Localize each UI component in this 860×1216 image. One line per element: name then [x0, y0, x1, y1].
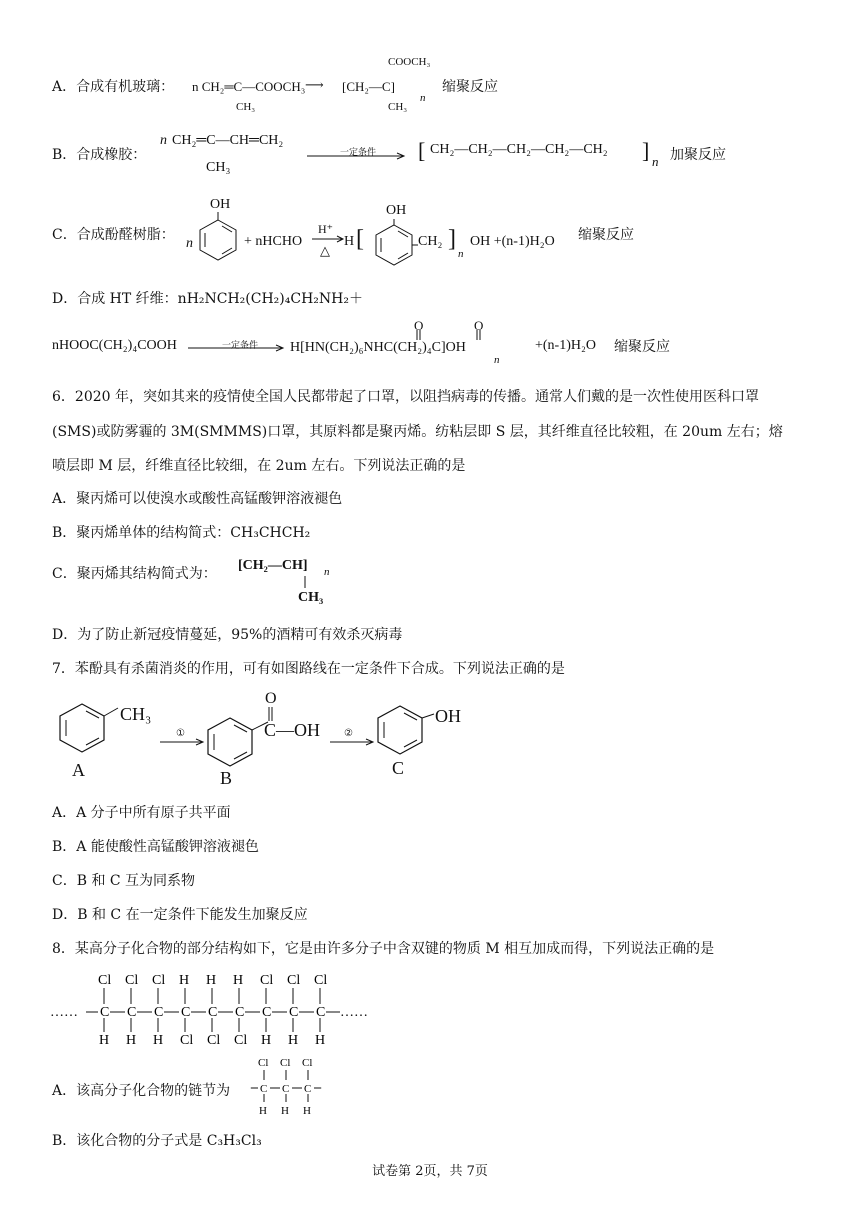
chain-dots-right: …… [340, 1005, 368, 1020]
q5-d-product: H[HN(CH₂)₆NHC(CH₂)₄C]OH [290, 340, 466, 355]
q7-label-c: C [392, 758, 405, 778]
q8-chain-top-atom: Cl [152, 973, 166, 988]
q5-c-product-oh: OH [386, 203, 407, 218]
q5-b-bracket-right: ] [642, 138, 650, 163]
q7-option-a: A．A 分子中所有原子共平面 [52, 805, 231, 821]
q5-c-bracket-right: ] [448, 226, 456, 252]
q8-option-b: B．该化合物的分子式是 C₃H₃Cl₃ [52, 1133, 262, 1149]
q8-chain-top-atom: Cl [287, 973, 301, 988]
q7-label-a: A [72, 760, 85, 780]
q8-chain-top-atom: H [233, 973, 244, 988]
q8-chain-carbon: C [262, 1005, 272, 1020]
q6-stem-line3: 喷层即 M 层，纤维直径比较细，在 2um 左右。下列说法正确的是 [52, 458, 466, 474]
q5-b-condition: 一定条件 [340, 147, 377, 157]
q5-c-phenol-ring [196, 212, 246, 272]
q5-d-water: +(n-1)H₂O [535, 338, 596, 353]
q5-a-n: n [420, 92, 426, 104]
q6-option-b: B．聚丙烯单体的结构简式：CH₃CHCH₂ [52, 525, 311, 541]
q5-c-h: H [344, 234, 355, 249]
q5-d-n-sub: n [494, 354, 500, 366]
q8-option-a: A．该高分子化合物的链节为 [52, 1083, 231, 1099]
q5-b-n-sub: n [652, 154, 659, 169]
q5-c-product-ring [370, 219, 422, 269]
q8-unit-carbon: C [260, 1083, 268, 1095]
q8-chain-top-atom: Cl [98, 973, 112, 988]
q8-unit-top-atom: Cl [302, 1057, 313, 1069]
q5-c-ch2: CH₂ [418, 234, 443, 249]
q6-c-branch-bond [303, 576, 309, 590]
q5-b-arrow [307, 152, 407, 162]
q8-chain-top-atom: H [206, 973, 217, 988]
q5-c-formaldehyde: + nHCHO [244, 234, 303, 249]
q7-ch3: CH₃ [120, 704, 152, 724]
q8-unit-bottom-atom: H [303, 1105, 311, 1117]
q8-chain-carbon: C [235, 1005, 245, 1020]
q5-d-carbonyl-o2: O [474, 318, 484, 333]
q5-b-reaction-type: 加聚反应 [670, 147, 726, 163]
q5-c-reaction-type: 缩聚反应 [578, 227, 634, 243]
q8-chain-top-atom: H [179, 973, 190, 988]
q5-d-reactant: nHOOC(CH₂)₄COOH [52, 338, 177, 353]
q7-stem: 7．苯酚具有杀菌消炎的作用，可有如图路线在一定条件下合成。下列说法正确的是 [52, 661, 565, 677]
q8-chain-carbon: C [154, 1005, 164, 1020]
q8-unit-top-atom: Cl [258, 1057, 269, 1069]
q5-b-n: n [160, 133, 167, 148]
q8-unit-carbon: C [282, 1083, 290, 1095]
q8-chain-carbon: C [316, 1005, 326, 1020]
q8-chain-bottom-atom: H [99, 1033, 110, 1048]
q6-option-a: A．聚丙烯可以使溴水或酸性高锰酸钾溶液褪色 [52, 491, 343, 507]
q5-d-carbonyl-o1: O [414, 318, 424, 333]
q5-option-a-label: A．合成有机玻璃： [52, 79, 175, 95]
q8-chain-top-atom: Cl [260, 973, 274, 988]
q8-chain-top-atom: Cl [314, 973, 328, 988]
q8-stem: 8．某高分子化合物的部分结构如下，它是由许多分子中含双键的物质 M 相互加成而得，下列说法正确的是 [52, 941, 715, 957]
q8-chain-carbon: C [181, 1005, 191, 1020]
q7-option-d: D．B 和 C 在一定条件下能发生加聚反应 [52, 907, 308, 923]
q5-c-bracket-left: [ [356, 226, 364, 252]
q8-unit-bottom-atom: H [259, 1105, 267, 1117]
q5-c-arrow [312, 235, 346, 245]
q5-a-reactant-sub: CH₃ [236, 101, 256, 113]
q7-option-c: C．B 和 C 互为同系物 [52, 873, 196, 889]
q7-carbonyl-o: O [265, 690, 277, 707]
q5-b-bracket-left: [ [418, 138, 426, 163]
q5-option-d-label: D．合成 HT 纤维：nH₂NCH₂(CH₂)₄CH₂NH₂＋ [52, 291, 363, 307]
q5-a-product: [CH₂—C] [342, 79, 395, 94]
q8-unit-top-atom: Cl [280, 1057, 291, 1069]
q8-chain-top-atom: Cl [125, 973, 139, 988]
q5-a-product-sub: CH₃ [388, 101, 408, 113]
q6-c-methyl: CH₃ [298, 590, 324, 605]
q7-step-1: ① [176, 728, 185, 739]
q5-a-product-top: COOCH₃ [388, 56, 431, 68]
q7-oh: OH [435, 706, 461, 726]
q5-c-oh-label: OH [210, 197, 231, 212]
q6-c-formula: [CH₂—CH] [238, 558, 308, 573]
q6-option-c: C．聚丙烯其结构简式为： [52, 566, 217, 582]
q8-chain-carbon: C [289, 1005, 299, 1020]
q8-chain-carbon: C [100, 1005, 110, 1020]
q8-chain-bottom-atom: Cl [180, 1033, 194, 1048]
q8-chain-carbon: C [208, 1005, 218, 1020]
q5-d-reaction-type: 缩聚反应 [614, 339, 670, 355]
q5-d-condition: 一定条件 [222, 340, 259, 350]
q5-option-b-label: B．合成橡胶： [52, 147, 147, 163]
chain-dots-left: …… [50, 1005, 78, 1020]
q5-c-n-sub: n [458, 248, 464, 260]
q8-chain-bottom-atom: H [261, 1033, 272, 1048]
q7-option-b: B．A 能使酸性高锰酸钾溶液褪色 [52, 839, 259, 855]
q8-chain-bottom-atom: Cl [234, 1033, 248, 1048]
q8-chain-bottom-atom: H [126, 1033, 137, 1048]
q8-unit-carbon: C [304, 1083, 312, 1095]
q6-stem-line2: (SMS)或防雾霾的 3M(SMMMS)口罩，其原料都是聚丙烯。纺粘层即 S 层，其纤维直径比较粗，在 20um 左右；熔 [52, 424, 783, 440]
q5-a-reactant: n CH₂═C—COOCH₃ [192, 79, 306, 94]
q8-chain-bottom-atom: Cl [207, 1033, 221, 1048]
q5-option-c-label: C．合成酚醛树脂： [52, 227, 175, 243]
q7-toluene-ring [56, 700, 126, 760]
q7-step-2: ② [344, 728, 353, 739]
q7-carboxyl: C—OH [264, 720, 321, 740]
q5-d-arrow [188, 344, 288, 354]
q6-option-d: D．为了防止新冠疫情蔓延，95%的酒精可有效杀灭病毒 [52, 627, 403, 643]
q5-c-cond-bottom: △ [320, 243, 330, 258]
q8-polymer-chain [50, 964, 390, 1048]
q6-stem-line1: 6．2020 年，突如其来的疫情使全国人民都带起了口罩，以阻挡病毒的传播。通常人们戴的是一次性使用医科口罩 [52, 389, 759, 405]
q5-b-reactant: CH₂═C—CH═CH₂ [172, 133, 284, 148]
q7-arrow-2 [330, 738, 376, 748]
q5-a-reaction-type: 缩聚反应 [442, 79, 498, 95]
q5-c-n: n [186, 236, 193, 251]
q8-chain-bottom-atom: H [315, 1033, 326, 1048]
q5-c-tail: OH +(n-1)H₂O [470, 234, 555, 249]
q7-arrow-1 [160, 738, 206, 748]
q6-c-n: n [324, 566, 330, 578]
q5-b-product: CH₂—CH₂—CH₂—CH₂—CH₂ [430, 142, 608, 157]
q8-chain-carbon: C [127, 1005, 137, 1020]
q5-a-arrow: ⟶ [305, 77, 324, 92]
q5-b-reactant-sub: CH₃ [206, 160, 231, 175]
page-footer: 试卷第 2页，共 7页 [372, 1164, 488, 1179]
q8-chain-bottom-atom: H [288, 1033, 299, 1048]
q8-unit-bottom-atom: H [281, 1105, 289, 1117]
q7-label-b: B [220, 768, 233, 788]
q8-chain-bottom-atom: H [153, 1033, 164, 1048]
q5-c-cond-top: H⁺ [318, 222, 333, 236]
q8-repeat-unit [242, 1054, 332, 1120]
